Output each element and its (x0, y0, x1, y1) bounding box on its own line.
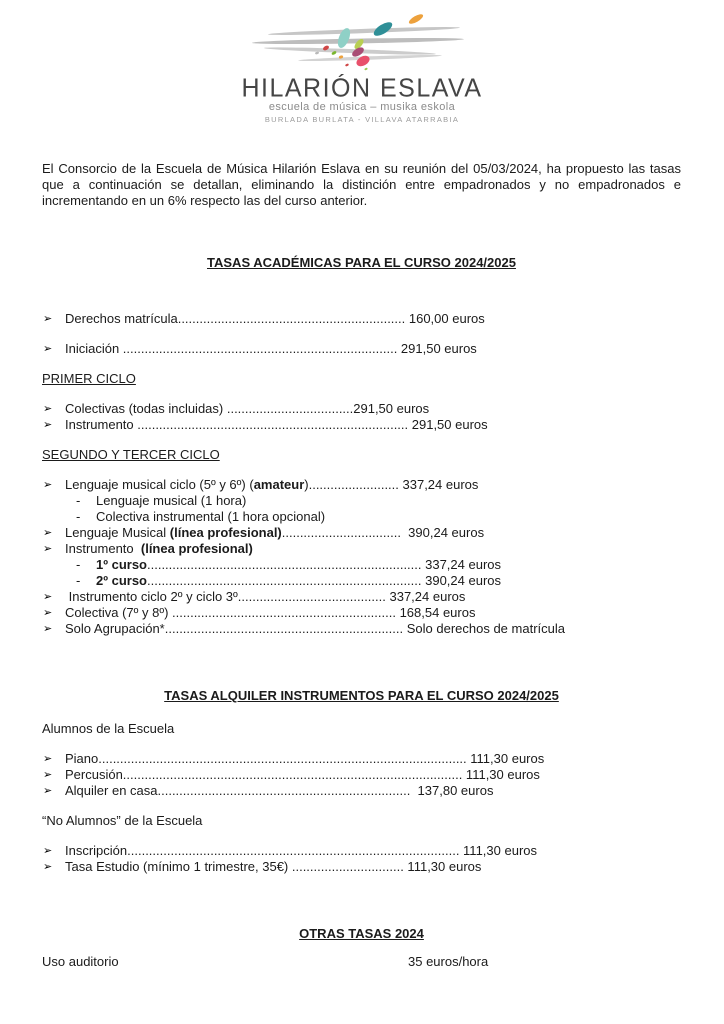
arrow-bullet-icon: ➢ (43, 419, 53, 431)
other-fee-row (42, 954, 681, 970)
fee-line-text: Lenguaje musical (1 hora) (96, 493, 247, 508)
arrow-bullet-icon: ➢ (43, 591, 53, 603)
academic-fees-title: TASAS ACADÉMICAS PARA EL CURSO 2024/2025 (207, 255, 516, 270)
school-subtitle: escuela de música – musika eskola (268, 101, 456, 113)
fee-list-item (42, 859, 681, 875)
fee-line-text: Lenguaje musical ciclo (5º y 6º) (amateur)......................... 337,24 euros (65, 477, 479, 492)
school-name: HILARIÓN ESLAVA (241, 73, 483, 103)
fee-line-text: Percusión.............................................................................................. 111,30 euros (65, 767, 540, 782)
arrow-bullet-icon: ➢ (43, 527, 53, 539)
fee-list-item (42, 477, 681, 493)
arrow-bullet-icon: ➢ (43, 785, 53, 797)
dash-bullet-icon: - (76, 493, 81, 508)
fee-list-subitem (42, 573, 681, 589)
fee-list-item (42, 843, 681, 859)
fee-line-text: Instrumento ........................................................................... 291,50 euros (65, 417, 488, 432)
fee-list-subitem (42, 493, 681, 509)
arrow-bullet-icon: ➢ (43, 479, 53, 491)
fee-group (42, 813, 681, 875)
fee-list-item (42, 417, 681, 433)
fee-line-text: Piano...................................................................................................... 111,30 euros (65, 751, 545, 766)
fee-list-item (42, 767, 681, 783)
cycle-heading: SEGUNDO Y TERCER CICLO (42, 447, 220, 462)
fee-line-text: Alquiler en casa...................................................................... 137,80 euros (65, 783, 494, 798)
student-category-label: “No Alumnos” de la Escuela (42, 813, 203, 828)
fee-line-text: 2º curso............................................................................ 390,24 euros (96, 573, 502, 588)
cycle-heading: PRIMER CICLO (42, 371, 136, 386)
dash-bullet-icon: - (76, 573, 81, 588)
fee-group (42, 371, 681, 433)
fee-group (42, 311, 681, 327)
fee-line-text: 1º curso............................................................................ 337,24 euros (96, 557, 502, 572)
fee-list-item (42, 621, 681, 637)
arrow-bullet-icon: ➢ (43, 343, 53, 355)
arrow-bullet-icon: ➢ (43, 769, 53, 781)
fee-list-item (42, 311, 681, 327)
fee-line-text: Instrumento (línea profesional) (65, 541, 253, 556)
arrow-bullet-icon: ➢ (43, 403, 53, 415)
fee-list-item (42, 541, 681, 557)
fee-list-item (42, 605, 681, 621)
fee-line-text: Tasa Estudio (mínimo 1 trimestre, 35€) ............................... 111,30 euros (65, 859, 482, 874)
fee-line-text: Colectivas (todas incluidas) ...................................291,50 euros (65, 401, 430, 416)
academic-fees-list (42, 311, 681, 637)
fee-list-item (42, 751, 681, 767)
fee-group (42, 341, 681, 357)
fee-line-text: Inscripción............................................................................................ 111,30 euros (65, 843, 537, 858)
dash-bullet-icon: - (76, 557, 81, 572)
student-category-label: Alumnos de la Escuela (42, 721, 175, 736)
arrow-bullet-icon: ➢ (43, 313, 53, 325)
fee-list-subitem (42, 509, 681, 525)
other-fees-list (42, 954, 681, 970)
fee-list-item (42, 589, 681, 605)
fee-list-subitem (42, 557, 681, 573)
arrow-bullet-icon: ➢ (43, 753, 53, 765)
arrow-bullet-icon: ➢ (43, 861, 53, 873)
fee-list-item (42, 525, 681, 541)
fee-line-text: Instrumento ciclo 2º y ciclo 3º......................................... 337,24 euros (65, 589, 466, 604)
other-fees-title: OTRAS TASAS 2024 (299, 926, 424, 941)
dash-bullet-icon: - (76, 509, 81, 524)
fee-line-text: Lenguaje Musical (línea profesional)................................. 390,24 euros (65, 525, 485, 540)
arrow-bullet-icon: ➢ (43, 845, 53, 857)
fee-list-item (42, 341, 681, 357)
fee-list-item (42, 783, 681, 799)
fee-list-item (42, 401, 681, 417)
other-fee-value: 35 euros/hora (408, 954, 489, 969)
fee-group (42, 447, 681, 637)
fee-line-text: Colectiva instrumental (1 hora opcional) (96, 509, 326, 524)
fee-line-text: Colectiva (7º y 8º) .............................................................. 168,54 euros (65, 605, 476, 620)
rental-fees-title: TASAS ALQUILER INSTRUMENTOS PARA EL CURSO 2024/2025 (164, 688, 559, 703)
rental-fees-list (42, 721, 681, 875)
fee-line-text: Derechos matrícula............................................................... 160,00 euros (65, 311, 485, 326)
school-logo (0, 0, 724, 124)
arrow-bullet-icon: ➢ (43, 623, 53, 635)
fee-group (42, 721, 681, 799)
intro-paragraph: El Consorcio de la Escuela de Música Hilarión Eslava en su reunión del 05/03/2024, ha propuesto las tasas que a continuación se detallan, eliminando la distinción entre empadronados y no empadronados e incrementando en un 6% respecto las del curso anterior. (42, 161, 681, 208)
document-content (0, 161, 724, 970)
other-fee-label: Uso auditorio (42, 954, 119, 969)
school-locality: BURLADA BURLATA - VILLAVA ATARRABIA (264, 115, 460, 124)
fee-line-text: Iniciación ............................................................................ 291,50 euros (65, 341, 477, 356)
arrow-bullet-icon: ➢ (43, 607, 53, 619)
fee-line-text: Solo Agrupación*.................................................................. Solo derechos de matrícula (65, 621, 565, 636)
logo-artwork-icon (246, 12, 478, 76)
arrow-bullet-icon: ➢ (43, 543, 53, 555)
